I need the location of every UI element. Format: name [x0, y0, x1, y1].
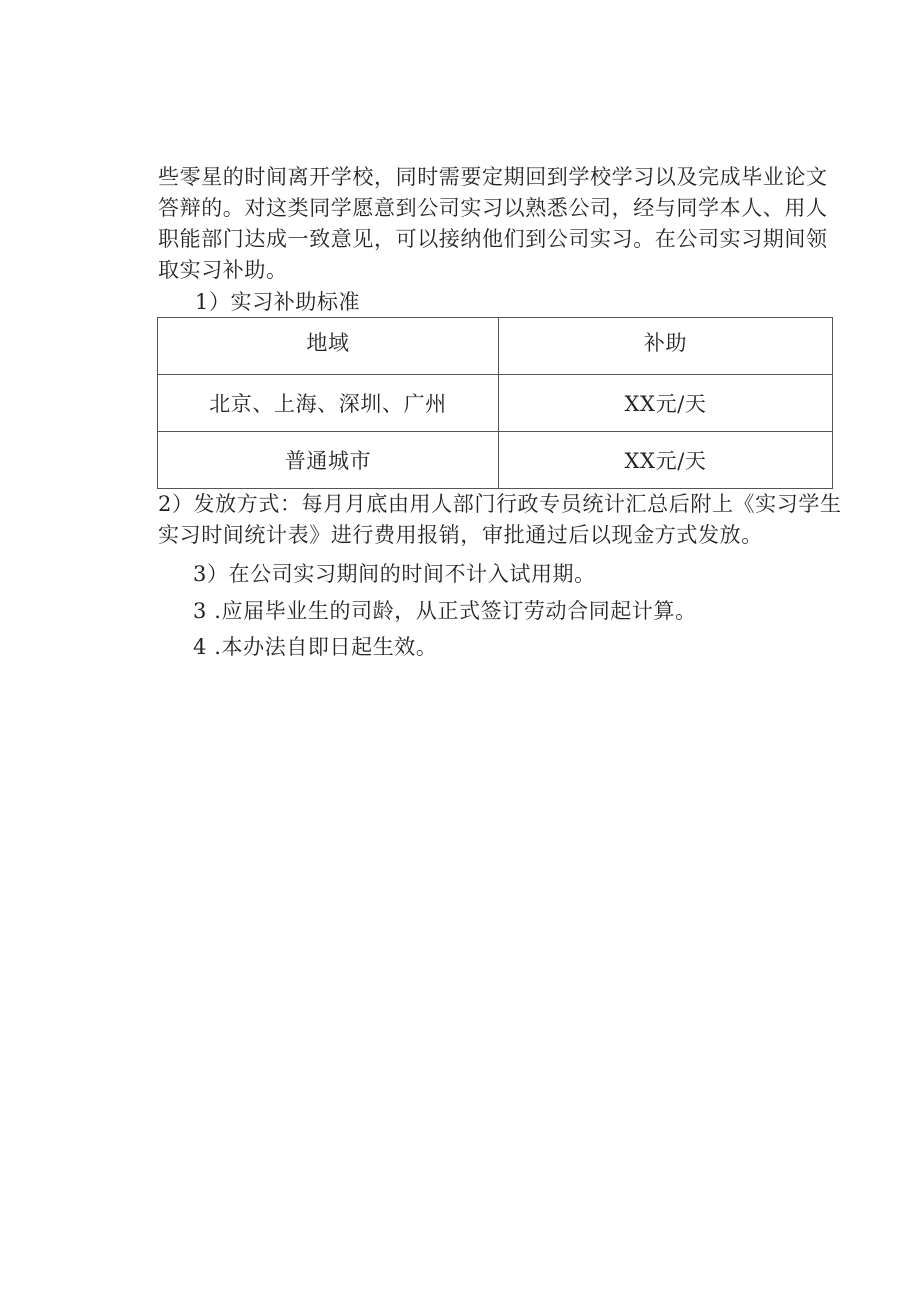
intro-line: 些零星的时间离开学校，同时需要定期回到学校学习以及完成毕业论文 [158, 165, 828, 189]
intro-line: 答辩的。对这类同学愿意到公司实习以熟悉公司，经与同学本人、用人 [158, 196, 828, 220]
region-cell: 北京、上海、深圳、广州 [158, 375, 499, 432]
payment-method-line: 实习时间统计表》进行费用报销，审批通过后以现金方式发放。 [158, 523, 763, 547]
effective-date-note [193, 632, 793, 663]
table-row [158, 375, 833, 432]
subsidy-cell: XX元/天 [499, 432, 833, 489]
seniority-note [193, 596, 793, 627]
subsidy-table [157, 317, 833, 489]
intro-line: 职能部门达成一致意见，可以接纳他们到公司实习。在公司实习期间领 [158, 227, 828, 251]
subsidy-column-header: 补助 [499, 318, 833, 375]
probation-note-text: 3）在公司实习期间的时间不计入试用期。 [193, 562, 596, 586]
effective-date-note-text: 4 .本办法自即日起生效。 [193, 635, 438, 659]
intro-line: 取实习补助。 [158, 258, 288, 282]
payment-method-line: 2）发放方式：每月月底由用人部门行政专员统计汇总后附上《实习学生 [158, 492, 842, 516]
seniority-note-text: 3 .应届毕业生的司龄，从正式签订劳动合同起计算。 [193, 599, 697, 623]
subsidy-cell: XX元/天 [499, 375, 833, 432]
table-header-row [158, 318, 833, 375]
subsidy-standard-heading [195, 287, 595, 318]
region-column-header: 地域 [158, 318, 499, 375]
region-cell: 普通城市 [158, 432, 499, 489]
probation-note [193, 559, 793, 590]
table-row [158, 432, 833, 489]
subsidy-standard-label: 1）实习补助标准 [195, 290, 361, 314]
payment-method-paragraph [158, 489, 842, 551]
subsidy-table-container [157, 317, 832, 488]
intro-paragraph [158, 162, 834, 286]
